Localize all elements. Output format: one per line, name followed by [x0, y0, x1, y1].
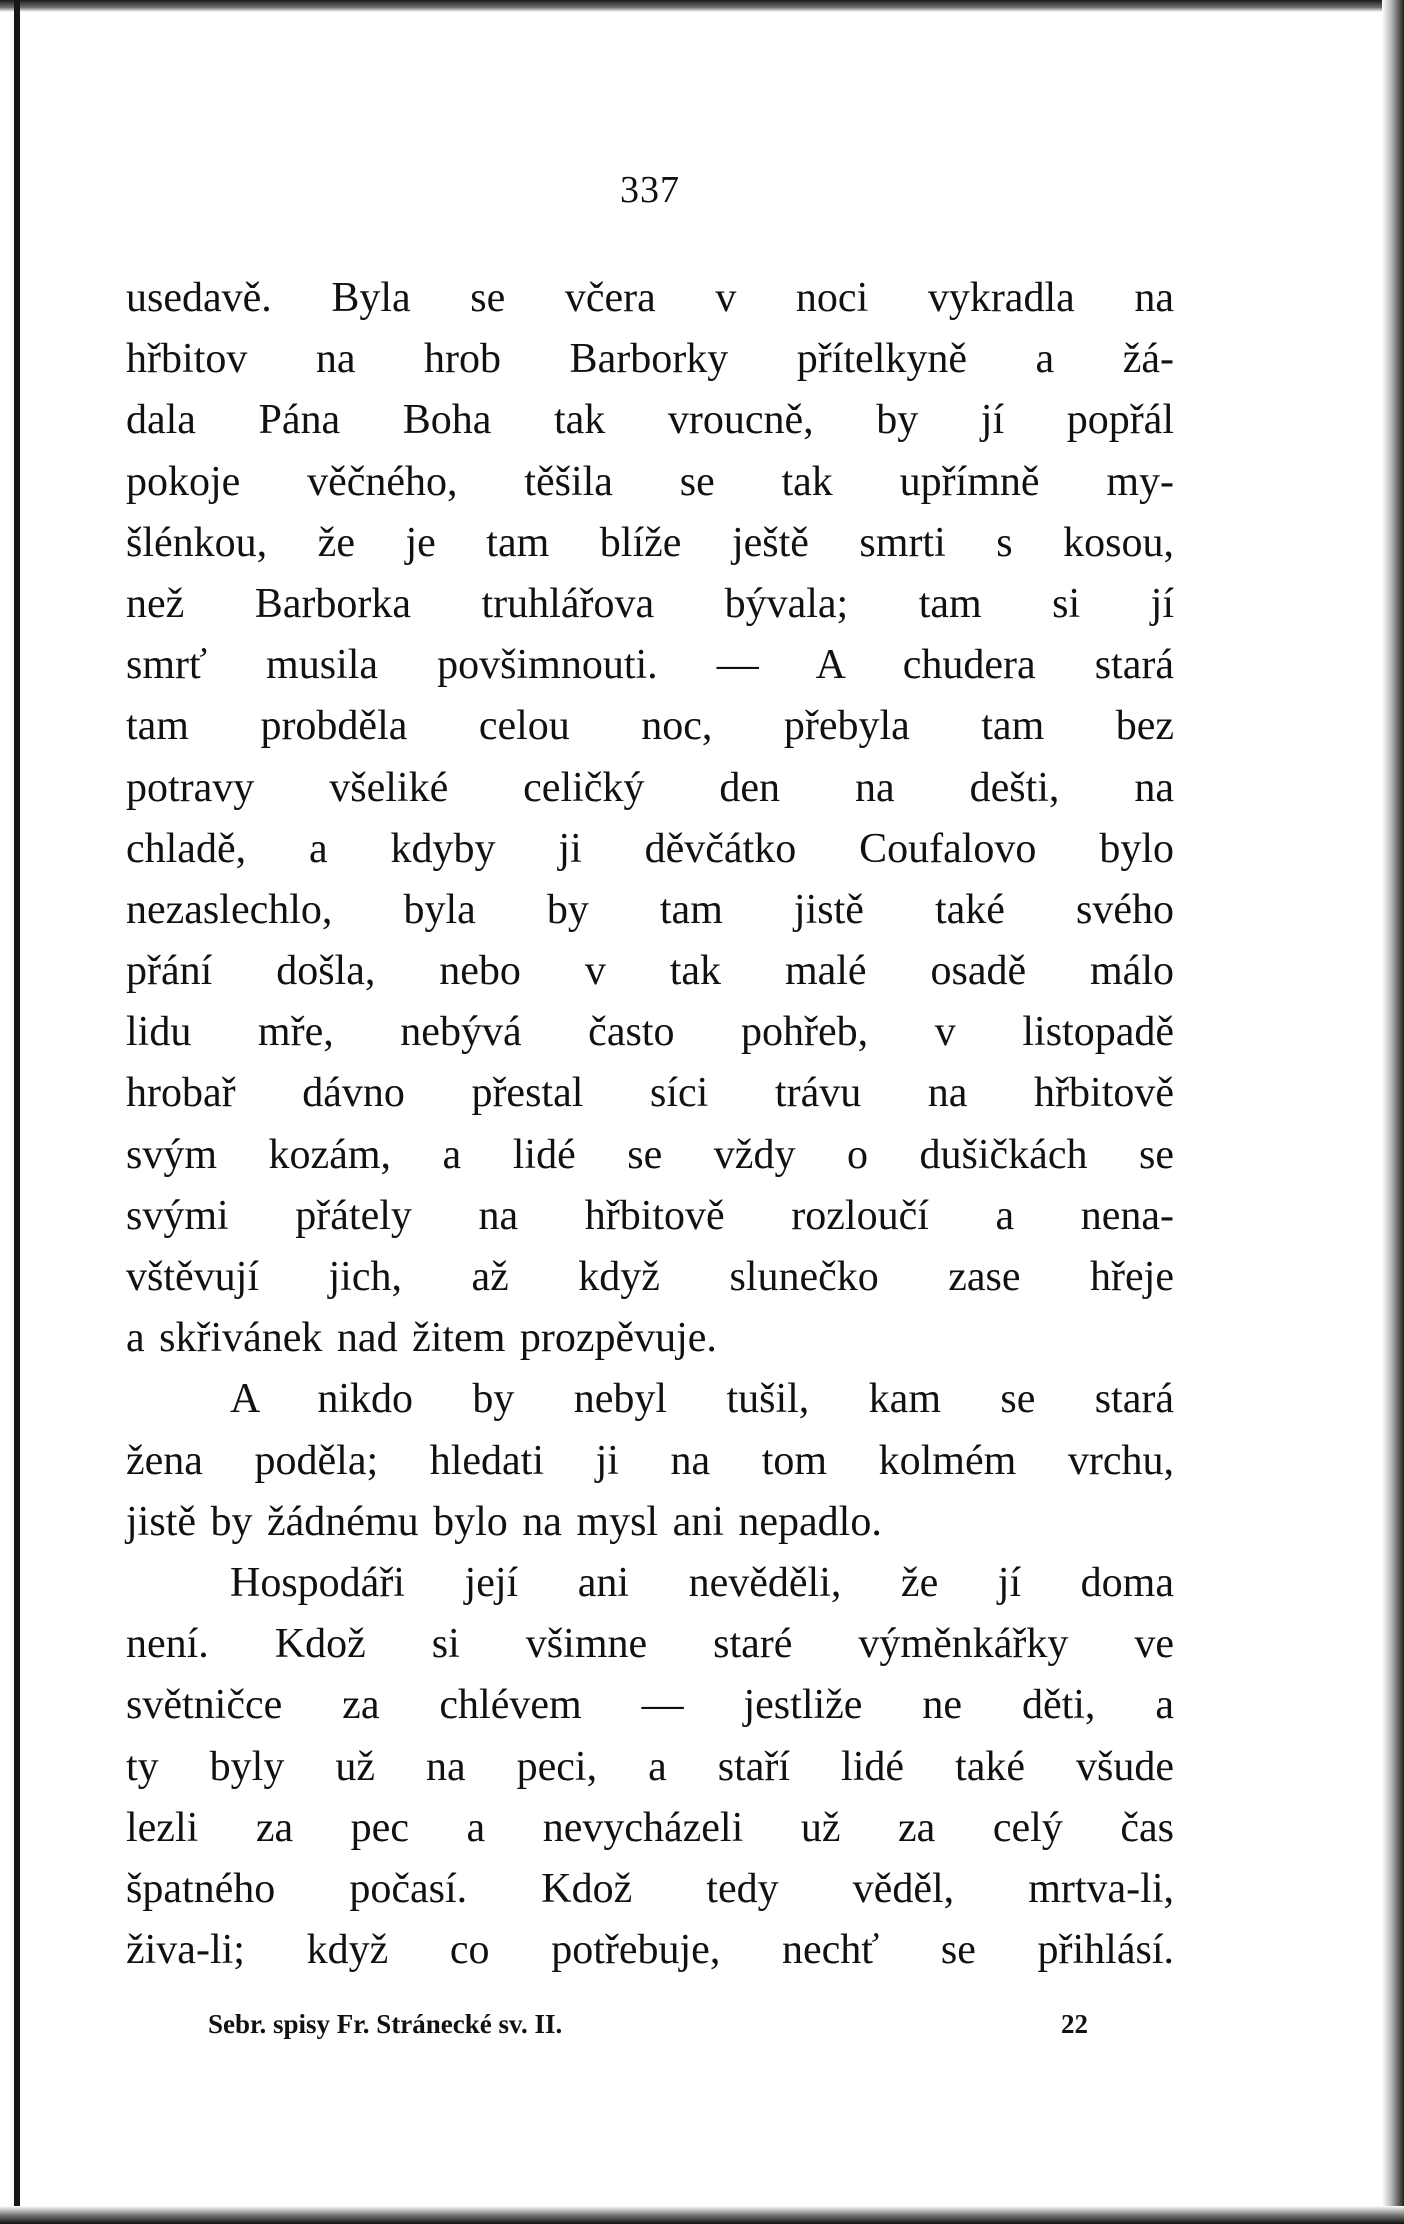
text-line: tam probděla celou noc, přebyla tam bez — [126, 703, 1174, 750]
scan-edge-right — [1382, 0, 1404, 2224]
text-line: pokoje věčného, těšila se tak upřímně my- — [126, 458, 1174, 505]
text-line: potravy všeliké celičký den na dešti, na — [126, 764, 1174, 811]
scan-edge-bottom — [0, 2206, 1404, 2224]
text-line: hřbitov na hrob Barborky přítelkyně a žá- — [126, 336, 1174, 383]
text-line: světničce za chlévem — jestliže ne děti, a — [126, 1682, 1174, 1729]
text-line-paragraph-end: a skřivánek nad žitem prozpěvuje. — [126, 1315, 717, 1362]
text-line: lezli za pec a nevycházeli už za celý čas — [126, 1804, 1174, 1851]
text-line-paragraph-start: A nikdo by nebyl tušil, kam se stará — [230, 1376, 1174, 1423]
text-line: hrobař dávno přestal síci trávu na hřbitově — [126, 1070, 1174, 1117]
text-line: žena poděla; hledati ji na tom kolmém vrchu, — [126, 1437, 1174, 1484]
page-footer — [208, 2004, 1088, 2044]
text-line: živa-li; když co potřebuje, nechť se přihlásí. — [126, 1927, 1174, 1974]
text-line: smrť musila povšimnouti. — A chudera stará — [126, 642, 1174, 689]
scan-edge-left — [14, 0, 20, 2224]
footer-source: Sebr. spisy Fr. Stránecké sv. II. — [208, 2009, 563, 2039]
text-line: přání došla, nebo v tak malé osadě málo — [126, 948, 1174, 995]
footer-signature-mark: 22 — [1061, 2009, 1088, 2039]
text-line: šlénkou, že je tam blíže ještě smrti s kosou, — [126, 519, 1174, 566]
text-line: ty byly už na peci, a staří lidé také všude — [126, 1743, 1174, 1790]
text-line: svým kozám, a lidé se vždy o dušičkách se — [126, 1131, 1174, 1178]
text-line: usedavě. Byla se včera v noci vykradla na — [126, 275, 1174, 321]
text-line-paragraph-end: jistě by žádnému bylo na mysl ani nepadlo. — [126, 1498, 882, 1545]
page-number: 337 — [620, 169, 680, 211]
text-line: chladě, a kdyby ji děvčátko Coufalovo bylo — [126, 825, 1174, 872]
text-line: nezaslechlo, byla by tam jistě také svého — [126, 886, 1174, 933]
text-line: lidu mře, nebývá často pohřeb, v listopadě — [126, 1009, 1174, 1056]
text-line: špatného počasí. Kdož tedy věděl, mrtva-li, — [126, 1865, 1174, 1912]
text-line-paragraph-start: Hospodáři její ani nevěděli, že jí doma — [230, 1559, 1174, 1606]
text-line: vštěvují jich, až když slunečko zase hřeje — [126, 1254, 1174, 1300]
text-line: svými přátely na hřbitově rozloučí a nena- — [126, 1192, 1174, 1239]
text-line: než Barborka truhlářova bývala; tam si jí — [126, 580, 1174, 627]
text-line: dala Pána Boha tak vroucně, by jí popřál — [126, 397, 1174, 444]
scan-edge-top — [0, 0, 1404, 12]
text-line: není. Kdož si všimne staré výměnkářky ve — [126, 1621, 1174, 1668]
body-text — [126, 268, 1174, 1981]
